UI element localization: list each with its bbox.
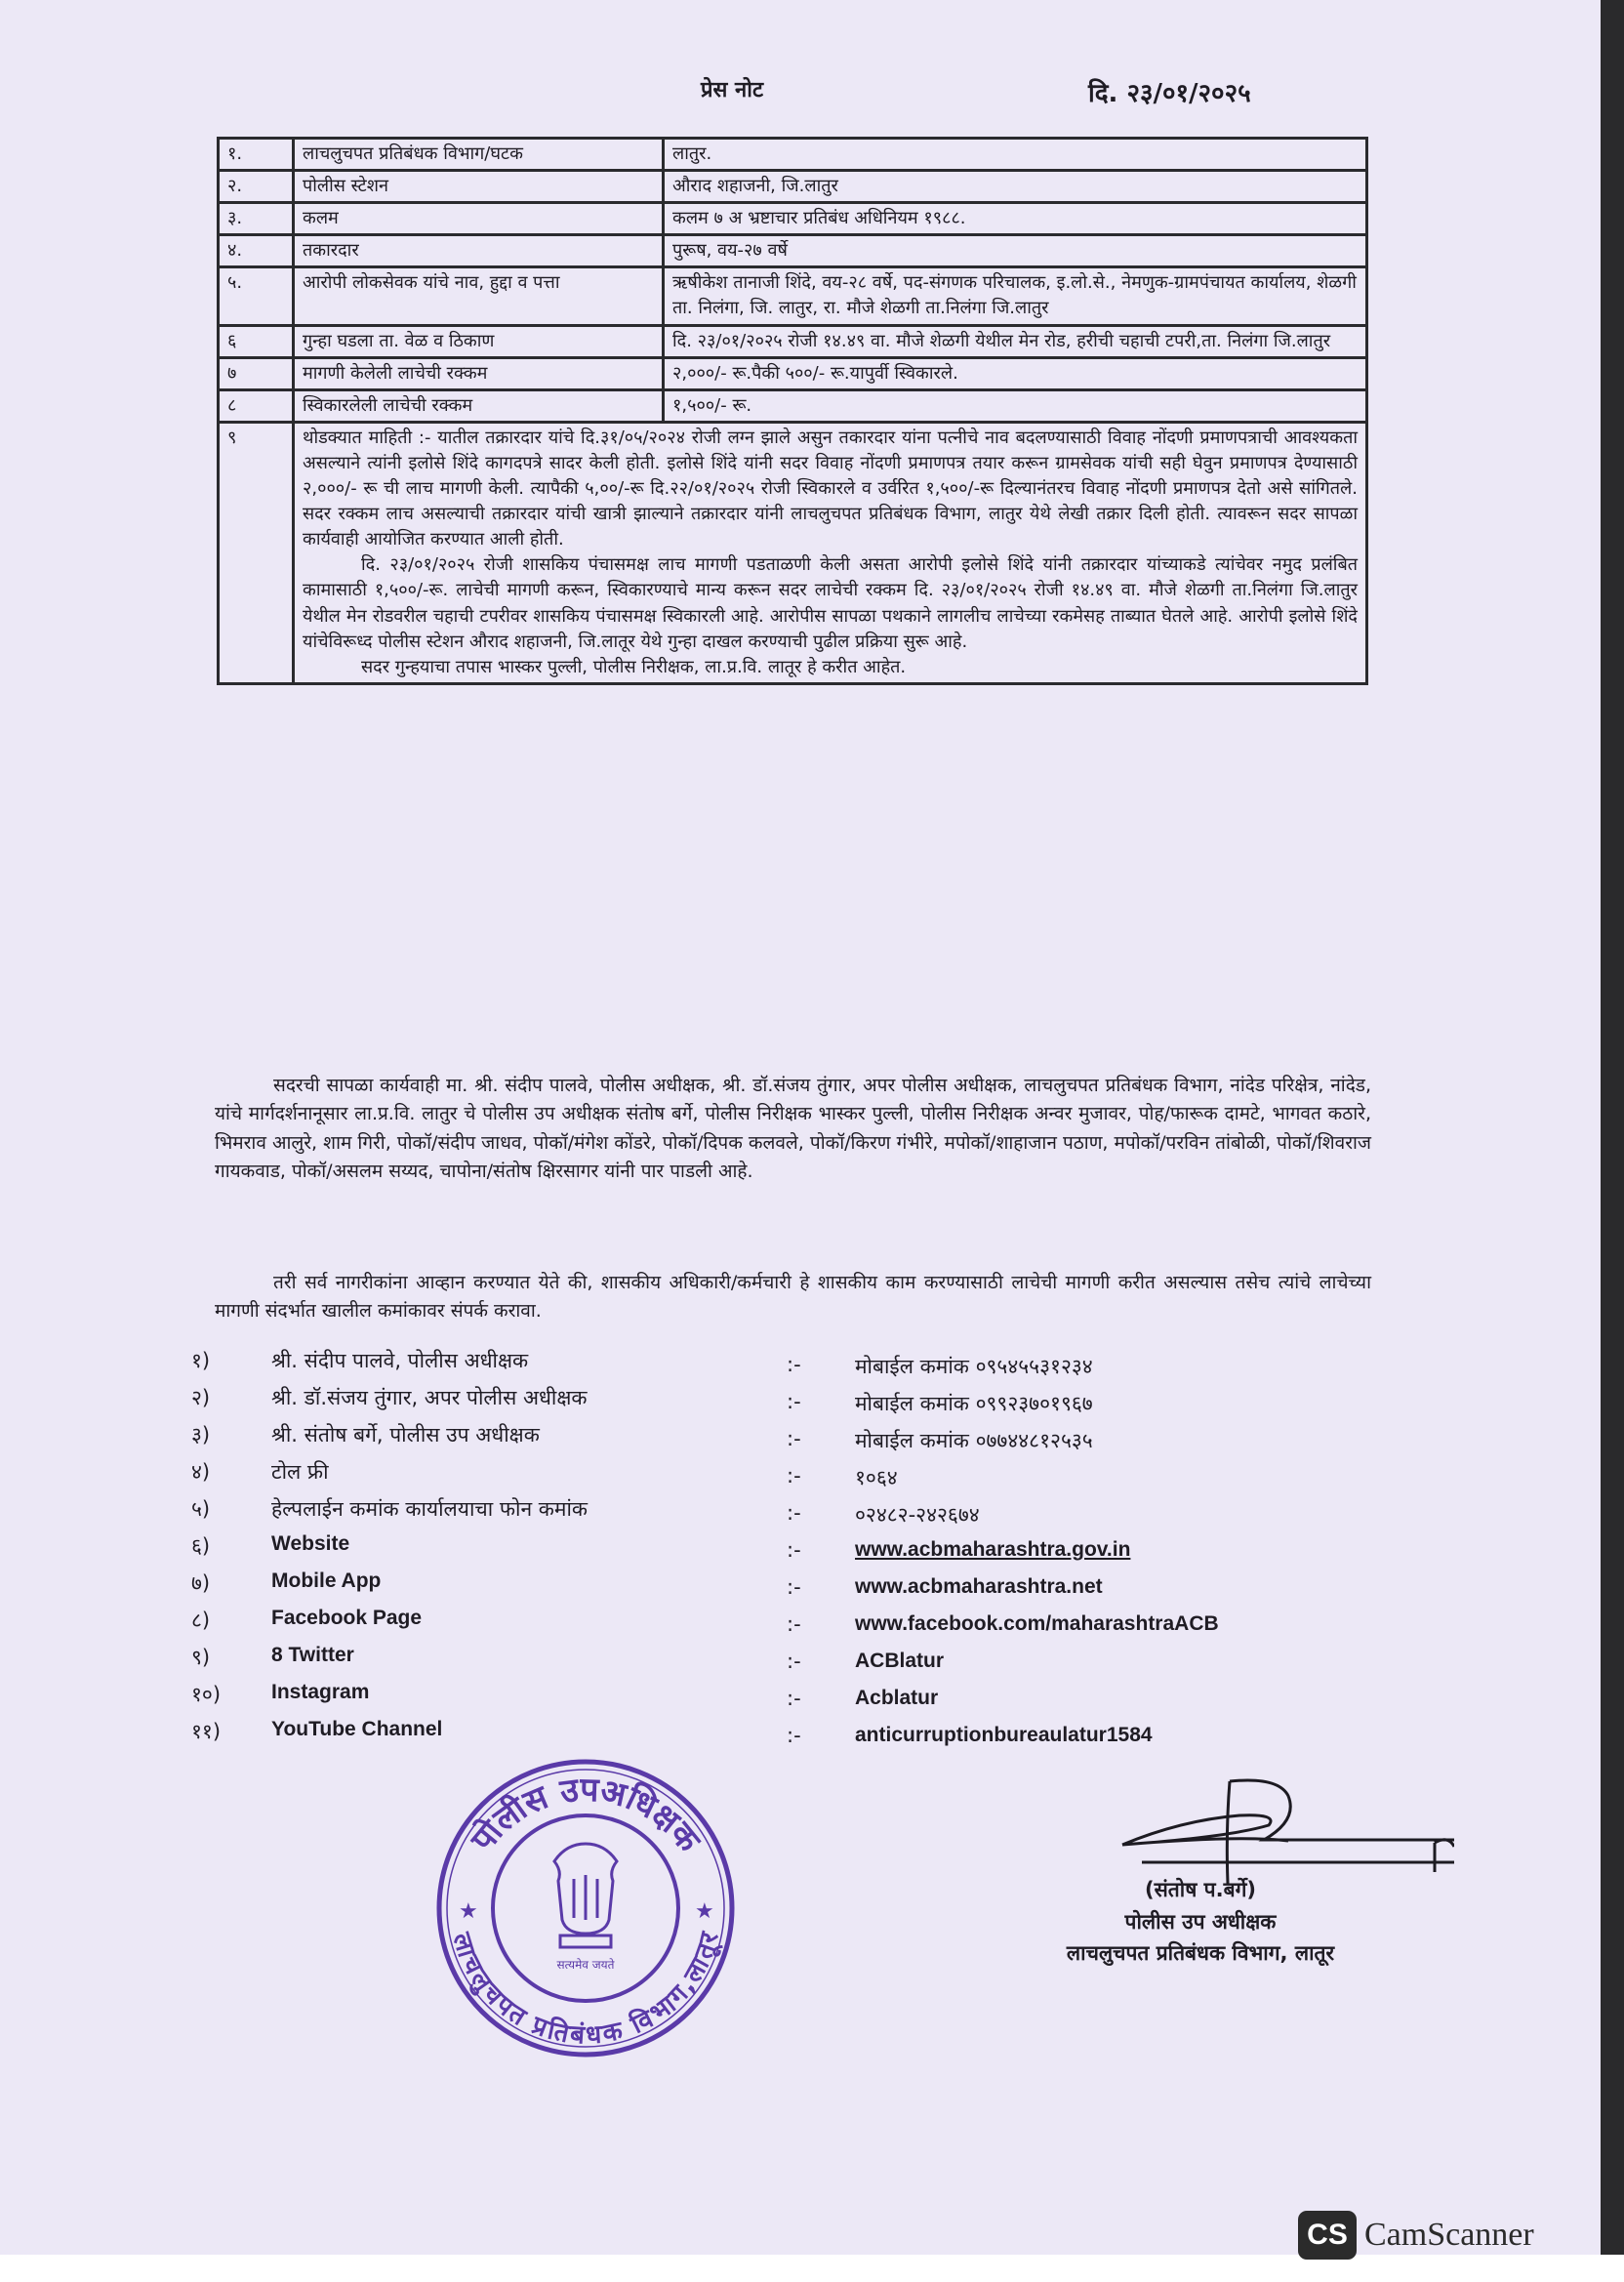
contact-label: श्री. डॉ.संजय तुंगार, अपर पोलीस अधीक्षक [271,1386,588,1409]
signatory-designation: पोलीस उप अधीक्षक [1124,1909,1277,1934]
contact-row [191,1458,1362,1495]
contact-row [191,1421,1362,1458]
table-row [219,139,1367,171]
row-number: ४. [219,235,294,267]
document-title: प्रेस नोट [701,78,764,102]
contact-label: हेल्पलाईन कमांक कार्यालयाचा फोन कमांक [271,1497,589,1521]
document-date: दि. २३/०१/२०२५ [1088,79,1251,108]
row-value: २,०००/- रू.पैकी ५००/- रू.यापुर्वी स्विकारले. [664,357,1367,389]
contact-separator: :- [787,1575,801,1599]
signatory-office: लाचलुचपत प्रतिबंधक विभाग, लातूर [1066,1941,1335,1966]
row-number: ८ [219,389,294,422]
contact-row [191,1607,1362,1644]
handwritten-signature [1044,1776,1454,1884]
contact-index: ४) [191,1460,211,1484]
contact-index: ७) [191,1571,211,1595]
contact-value: ०२४८२-२४२६७४ [855,1503,980,1527]
contact-value: मोबाईल कमांक ०९९२३७०१९६७ [855,1392,1093,1415]
contact-separator: :- [787,1353,801,1376]
contact-index: १०) [191,1683,222,1706]
contact-row [191,1347,1362,1384]
contact-value: Acblatur [855,1687,939,1709]
contact-value: www.facebook.com/maharashtraACB [855,1612,1219,1635]
contact-separator: :- [787,1687,801,1710]
row-label: लाचलुचपत प्रतिबंधक विभाग/घटक [294,139,664,171]
row-number: २. [219,171,294,203]
contact-label: Facebook Page [271,1607,423,1629]
seal-motto: सत्यमेव जयते [556,1958,615,1972]
summary-paragraph: दि. २३/०१/२०२५ रोजी शासकिय पंचासमक्ष लाच मागणी पडताळणी केली असता आरोपी इलोसे शिंदे यांनी तक्रारदार यांच्याकडे त्यांचेवर नमुद प्रलंबित कामासाठी १,५००/-रू. लाचेची मागणी करून, स्विकारण्याचे मान्य करून सदर लाचेची रक्कम दि. २३/०१/२०२५ रोजी १४.४९ वा. मौजे शेळगी ता.निलंगा जि.लातुर येथील मेन रोडवरील चहाची टपरीवर शासकिय पंचासमक्ष स्विकारली आहे. आरोपीस सापळा पथकाने लागलीच लाचेच्या रकमेसह ताब्यात घेतले आहे. आरोपी इलोसे शिंदे यांचेविरूध्द पोलीस स्टेशन औराद शहाजनी, जि.लातूर येथे गुन्हा दाखल करण्याची पुढील प्रक्रिया सुरू आहे. [303,554,1358,652]
contact-separator: :- [787,1650,801,1673]
contact-value: www.acbmaharashtra.net [855,1575,1103,1598]
table-row [219,357,1367,389]
table-row [219,325,1367,357]
contact-label: 8 Twitter [271,1644,354,1666]
star-icon: ★ [459,1899,478,1924]
table-row [219,267,1367,325]
row-label: आरोपी लोकसेवक यांचे नाव, हुद्दा व पत्ता [294,267,664,325]
contact-separator: :- [787,1724,801,1747]
row-value: लातुर. [664,139,1367,171]
contact-index: ६) [191,1534,211,1558]
scanner-edge-shadow [1601,0,1624,2255]
signatory-name: (संतोष प.बर्गे) [1145,1878,1256,1901]
summary-paragraph: थोडक्यात माहिती :- यातील तक्रारदार यांचे दि.३१/०५/२०२४ रोजी लग्न झाले असुन तकारदार यांना पत्नीचे नाव बदलण्यासाठी विवाह नोंदणी प्रमाणपत्राची आवश्यकता असल्याने त्यांनी इलोसे शिंदे कागदपत्रे सादर केली होती. इलोसे शिंदे यांनी सदर विवाह नोंदणी प्रमाणपत्र तयार करून ग्रामसेवक यांची सही घेवुन प्रमाणपत्र देण्यासाठी २,०००/- रू ची लाच मागणी केली. त्यापैकी ५,००/-रू दि.२२/०१/२०२५ रोजी स्विकारले व उर्वरित १,५००/-रू दिल्यानंतरच विवाह नोंदणी प्रमाणपत्र देतो असे सांगितले. सदर रक्कम लाच असल्याची तक्रारदार यांची खात्री झाल्याने तक्रारदार यांनी लाचलुचपत प्रतिबंधक विभाग, लातुर येथे लेखी तक्रार दिली होती. त्यावरून सदर सापळा कार्यवाही आयोजित करण्यात आली होती. [303,427,1358,550]
row-value: कलम ७ अ भ्रष्टाचार प्रतिबंध अधिनियम १९८८. [664,203,1367,235]
team-paragraph: सदरची सापळा कार्यवाही मा. श्री. संदीप पालवे, पोलीस अधीक्षक, श्री. डॉ.संजय तुंगार, अपर पोलीस अधीक्षक, लाचलुचपत प्रतिबंधक विभाग, नांदेड परिक्षेत्र, नांदेड, यांचे मार्गदर्शनानूसार ला.प्र.वि. लातुर चे पोलीस उप अधीक्षक संतोष बर्गे, पोलीस निरीक्षक भास्कर पुल्ली, पोलीस निरीक्षक अन्वर मुजावर, पोह/फारूक दामटे, भागवत कठारे, भिमराव आलुरे, शाम गिरी, पोकॉ/संदीप जाधव, पोकॉ/मंगेश कोंडरे, पोकॉ/दिपक कलवले, पोकॉ/किरण गंभीरे, मपोकॉ/शाहाजान पठाण, मपोकॉ/परविन तांबोळी, पोकॉ/शिवराज गायकवाड, पोकॉ/असलम सय्यद, चापोना/संतोष क्षिरसागर यांनी पार पाडली आहे. [215,1075,1371,1183]
row-label: मागणी केलेली लाचेची रक्कम [294,357,664,389]
summary-row [219,422,1367,683]
star-icon: ★ [695,1899,714,1924]
contact-row [191,1644,1362,1681]
signature-stroke [1435,1840,1454,1872]
website-link[interactable]: www.acbmaharashtra.gov.in [855,1538,1131,1561]
contact-label: टोल फ्री [271,1460,329,1484]
official-seal-stamp [429,1752,742,2064]
contact-label: Instagram [271,1681,370,1703]
table-row [219,203,1367,235]
contact-value: मोबाईल कमांक ०७७४४८१२५३५ [855,1429,1093,1452]
contact-row [191,1681,1362,1718]
camscanner-watermark [1298,2211,1534,2260]
contact-row [191,1384,1362,1421]
contact-label: YouTube Channel [271,1718,443,1740]
contact-list [191,1347,1362,1755]
row-label: गुन्हा घडला ता. वेळ व ठिकाण [294,325,664,357]
seal-top-textpath: पोलीस उपअधिक्षक [463,1770,709,1860]
contact-index: १) [191,1349,211,1372]
contact-row [191,1495,1362,1532]
row-number: ३. [219,203,294,235]
contact-value: anticurruptionbureaulatur1584 [855,1724,1153,1746]
contact-separator: :- [787,1612,801,1636]
row-label: स्विकारलेली लाचेची रक्कम [294,389,664,422]
row-value: ऋषीकेश तानाजी शिंदे, वय-२८ वर्षे, पद-संगणक परिचालक, इ.लो.से., नेमणुक-ग्रामपंचायत कार्यालय, शेळगी ता. निलंगा, जि. लातुर, रा. मौजे शेळगी ता.निलंगा जि.लातुर [664,267,1367,325]
row-label: तकारदार [294,235,664,267]
camscanner-logo-icon: CS [1298,2211,1357,2260]
contact-value: मोबाईल कमांक ०९५४५५३१२३४ [855,1355,1093,1378]
contact-separator: :- [787,1501,801,1525]
contact-separator: :- [787,1390,801,1413]
row-number: ७ [219,357,294,389]
row-value: १,५००/- रू. [664,389,1367,422]
contact-label: Website [271,1532,350,1555]
contact-value: ACBlatur [855,1650,945,1672]
table-row [219,389,1367,422]
investigation-note: सदर गुन्हयाचा तपास भास्कर पुल्ली, पोलीस निरीक्षक, ला.प्र.वि. लातूर हे करीत आहेत. [361,656,907,677]
contact-separator: :- [787,1538,801,1562]
row-value: दि. २३/०१/२०२५ रोजी १४.४९ वा. मौजे शेळगी येथील मेन रोड, हरीची चहाची टपरी,ता. निलंगा जि.लातुर [664,325,1367,357]
row-number: ६ [219,325,294,357]
contact-row [191,1569,1362,1607]
contact-row [191,1532,1362,1569]
signature-stroke [1230,1780,1454,1840]
contact-separator: :- [787,1427,801,1450]
contact-label: श्री. संतोष बर्गे, पोलीस उप अधीक्षक [271,1423,540,1447]
table-row [219,235,1367,267]
case-details-table [217,137,1368,685]
camscanner-text: CamScanner [1364,2217,1534,2253]
row-number: ५. [219,267,294,325]
appeal-paragraph: तरी सर्व नागरीकांना आव्हान करण्यात येते की, शासकीय अधिकारी/कर्मचारी हे शासकीय काम करण्यासाठी लाचेची मागणी करीत असल्यास तसेच त्यांचे लाचेच्या मागणी संदर्भात खालील कमांकावर संपर्क करावा. [215,1272,1371,1323]
signatory-block [1015,1874,1386,1970]
seal-bottom-textpath: लाचलुचपत प्रतिबंधक विभाग,लातूर [446,1929,725,2051]
contact-index: ९) [191,1646,211,1669]
contact-separator: :- [787,1464,801,1487]
contact-index: ५) [191,1497,211,1521]
row-value: पुरूष, वय-२७ वर्षे [664,235,1367,267]
contact-row [191,1718,1362,1755]
row-number: ९ [219,422,294,683]
row-value: औराद शहाजनी, जि.लातुर [664,171,1367,203]
contact-value: १०६४ [855,1466,898,1489]
contact-label: Mobile App [271,1569,382,1592]
row-label: कलम [294,203,664,235]
row-number: १. [219,139,294,171]
contact-label: श्री. संदीप पालवे, पोलीस अधीक्षक [271,1349,529,1372]
contact-index: २) [191,1386,211,1409]
contact-index: ११) [191,1720,222,1743]
row-label: पोलीस स्टेशन [294,171,664,203]
table-row [219,171,1367,203]
summary-cell [294,422,1367,683]
contact-index: ८) [191,1609,211,1632]
ashoka-emblem-icon [554,1844,617,1947]
contact-index: ३) [191,1423,211,1447]
